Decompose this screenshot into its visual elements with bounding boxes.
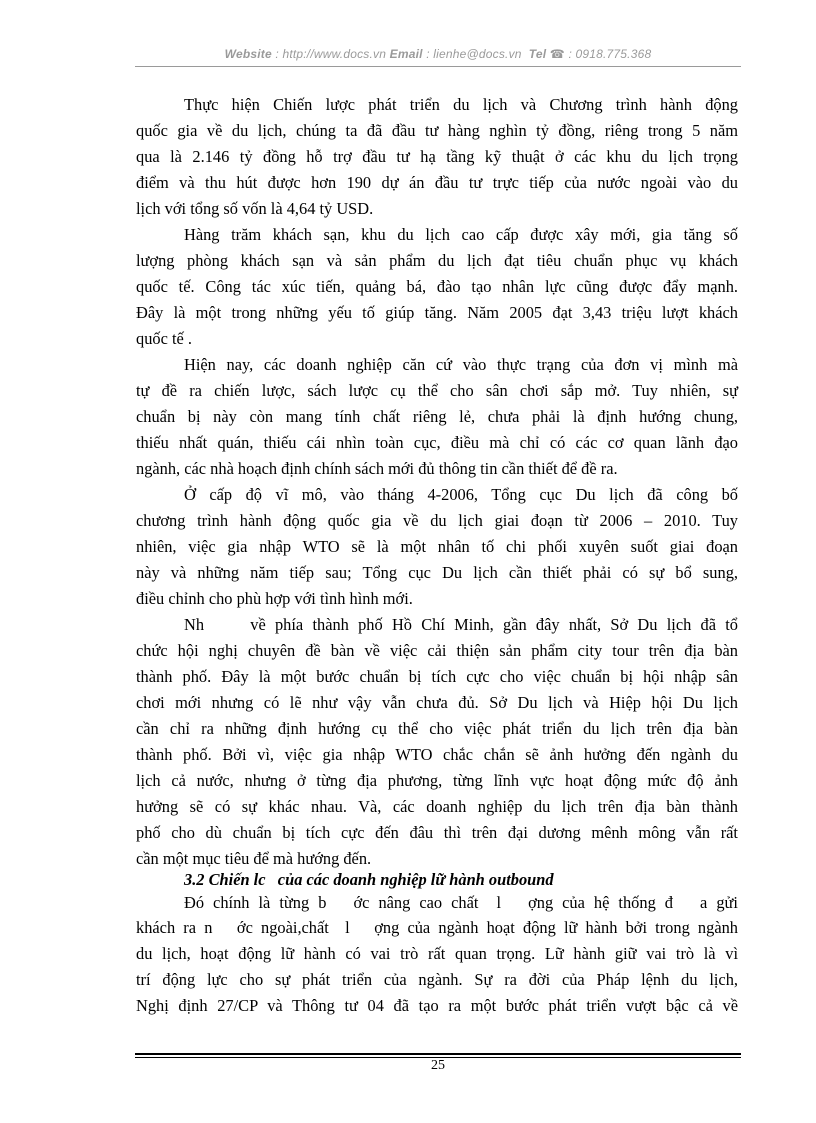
text-line: Đây là một trong những yếu tố giúp tăng. Năm 2005 đạt 3,43 triệu lượt khách [136,303,738,322]
website-url[interactable]: http://www.docs.vn [282,47,387,61]
phone-icon: ☎ : [546,47,576,61]
text-line: này và những năm tiếp sau; Tổng cục Du lịch cần thiết phải có sự bổ sung, [136,563,738,582]
text-line: Hiện nay, các doanh nghiệp căn cứ vào thực trạng của đơn vị mình mà [184,355,738,374]
text-line: hưởng sẽ có sự khác nhau. Và, các doanh nghiệp du lịch trên địa bàn thành [136,797,738,816]
text-line: Nghị định 27/CP và Thông tư 04 đã tạo ra một bước phát triển vượt bậc cả về [136,996,738,1015]
tel-label: Tel [528,47,547,61]
text-line: chuẩn bị này còn mang tính chất riêng lẻ, chưa phải là định hướng chung, [136,407,738,426]
text-line: phố cho dù chuẩn bị tích cực đến đâu thì trên đại dương mênh mông vẫn rất [136,823,738,842]
text-line: điểm và thu hút được hơn 190 dự án đầu tư trực tiếp của nước ngoài vào du [136,173,738,192]
header-rule [135,66,741,67]
text-line: thành phố. Đây là một bước chuẩn bị tích cực cho việc chuẩn bị hội nhập sân [136,667,738,686]
text-line: ngành, các nhà hoạch định chính sách mới đủ thông tin cần thiết để đề ra. [136,459,618,478]
text-line: lượng phòng khách sạn và sản phẩm du lịch đạt tiêu chuẩn phục vụ khách [136,251,738,270]
text-line: khách ra n ớc ngoài,chất l ợng của ngành hoạt động lữ hành bởi trong ngành [136,918,738,937]
email-label: Email [389,47,423,61]
text-line: Ở cấp độ vĩ mô, vào tháng 4-2006, Tổng cục Du lịch đã công bố [184,485,738,504]
text-line: thiếu nhất quán, thiếu cái nhìn toàn cục, điều mà chỉ có các cơ quan lãnh đạo [136,433,738,452]
text-line: chức hội nghị chuyên đề bàn về việc cải thiện sản phẩm city tour trên địa bàn [136,641,738,660]
text-line: Đó chính là từng b ớc nâng cao chất l ợng của hệ thống đ a gửi [184,893,738,912]
section-heading: 3.2 Chiến lc của các doanh nghiệp lữ hành outbound [184,870,554,889]
text-line: điều chỉnh cho phù hợp với tình hình mới. [136,589,413,608]
text-line: nhiên, việc gia nhập WTO sẽ là một nhân tố chi phối xuyên suốt giai đoạn [136,537,738,556]
text-line: lịch cả nước, nhưng ở từng địa phương, từng lĩnh vực hoạt động mức độ ảnh [136,771,738,790]
website-sep: : [271,47,283,61]
text-line: cần một mục tiêu để mà hướng đến. [136,849,372,868]
text-line: Thực hiện Chiến lược phát triển du lịch và Chương trình hành động [184,95,738,114]
email-sep: : [422,47,434,61]
website-label: Website [224,47,272,61]
text-line: Nh về phía thành phố Hồ Chí Minh, gần đây nhất, Sở Du lịch đã tổ [184,615,738,634]
text-line: trí động lực cho sự phát triển của ngành. Sự ra đời của Pháp lệnh du lịch, [136,970,738,989]
text-line: tự đề ra chiến lược, sách lược cụ thể cho sân chơi sắp mở. Tuy nhiên, sự [136,381,738,400]
email-address[interactable]: lienhe@docs.vn [433,47,522,61]
text-line: quốc gia về du lịch, chúng ta đã đầu tư hàng nghìn tỷ đồng, riêng trong 5 năm [136,121,738,140]
footer-rule [135,1053,741,1055]
page-number: 25 [431,1058,445,1073]
text-line: chơi mới nhưng có lẽ như vậy vẫn chưa đủ. Sở Du lịch và Hiệp hội Du lịch [136,693,738,712]
tel-number: 0918.775.368 [575,47,652,61]
text-line: lịch với tổng số vốn là 4,64 tỷ USD. [136,199,374,218]
text-line: chương trình hành động quốc gia về du lịch giai đoạn từ 2006 – 2010. Tuy [136,511,738,530]
text-line: quốc tế . [136,329,192,348]
text-line: cần chỉ ra những định hướng cụ thể cho việc phát triển du lịch trên địa bàn [136,719,738,738]
text-line: thành phố. Bởi vì, việc gia nhập WTO chắc chắn sẽ ảnh hưởng đến ngành du [136,745,738,764]
text-line: quốc tế. Công tác xúc tiến, quảng bá, đào tạo nhân lực cũng được đẩy mạnh. [136,277,738,296]
text-line: du lịch, hoạt động lữ hành có vai trò rất quan trọng. Lữ hành giữ vai trò là vì [136,944,738,963]
page-header [135,47,741,61]
text-line: Hàng trăm khách sạn, khu du lịch cao cấp được xây mới, gia tăng số [184,225,738,244]
text-line: qua là 2.146 tỷ đồng hỗ trợ đầu tư hạ tầng kỹ thuật ở các khu du lịch trọng [136,147,738,166]
